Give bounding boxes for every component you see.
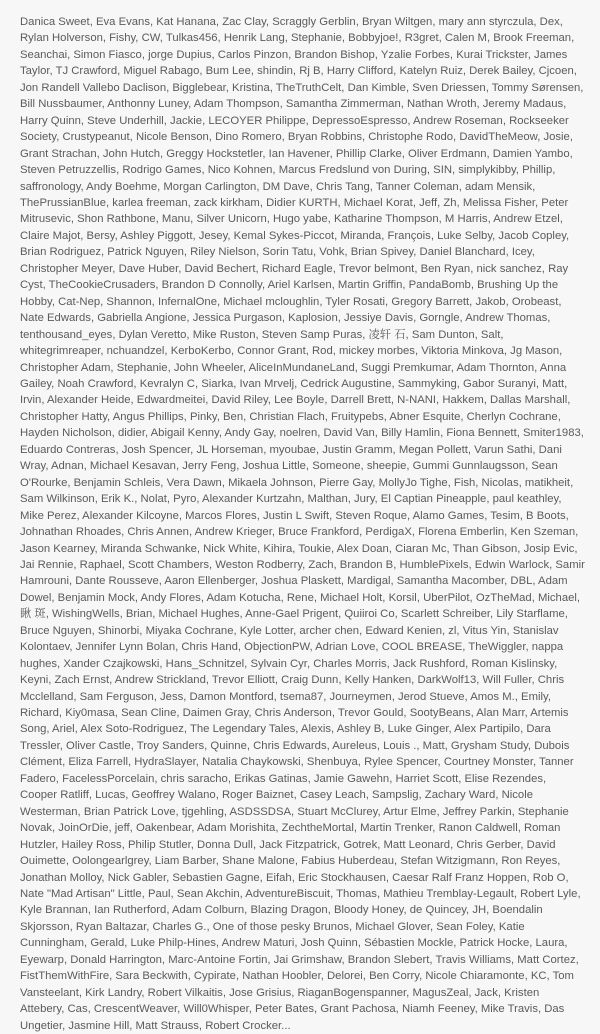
- backer-credits-text: Danica Sweet, Eva Evans, Kat Hanana, Zac Clay, Scraggly Gerblin, Bryan Wiltgen, mary ann styrczula, Dex, Rylan Holverson, Fishy, CW, Tulkas456, Henrik Lang, Stephanie, Bobbyjoe!, R3gret, Calen M, Brook Freeman, Seanchai, Simon Fiasco, jorge Dupius, Carlos Pinzon, Brandon Bishop, Yzalie Forbes, Kurai Trickster, James Taylor, TJ Crawford, Miguel Rabago, Bum Lee, shindin, Rj B, Harry Clifford, Katelyn Ruiz, Derek Bailey, Cjcoen, Jon Randell Vallebo Daclison, Bigglebear, Kristina, TheTruthCelt, Dan Kimble, Sven Driessen, Tommy Sørensen, Bill Nussbaumer, Anthonny Luney, Adam Thompson, Samantha Zimmerman, Nathan Wroth, Jeremy Madaus, Harry Quinn, Steve Underhill, Jackie, LECOYER Philippe, DepressoEspresso, Andrew Roseman, Rockseeker Society, Crustypeanut, Nicole Benson, Dino Romero, Bryan Robbins, Christophe Rodo, DavidTheMeow, Josie, Grant Strachan, John Hutch, Greggy Hockstetler, Ian Havener, Phillip Clarke, Oliver Erdmann, Damien Yambo, Steven Petruzzellis, Rodrigo Games, Nico Kohnen, Marcus Fredslund von During, SIN, simplykibby, Phillip, saffronology, Andy Boehme, Morgan Carlington, DM Dave, Chris Tang, Tanner Coleman, adam Mensik, ThePrussianBlue, karlea freeman, zack kirkham, Didier KURTH, Michael Korat, Jeff, Zh, Melissa Fisher, Peter Mitrusevic, Shon Rathbone, Manu, Silver Unicorn, Hugo yabe, Katharine Thompson, M Harris, Andrew Etzel, Claire Majot, Bersy, Ashley Piggott, Jesey, Kemal Sykes-Piccot, Miranda, François, Luke Selby, Jacob Copley, Brian Rodriguez, Patrick Nguyen, Riley Nielson, Sorin Tatu, Vohk, Brian Spivey, Daniel Blanchard, Icey, Christopher Meyer, Dave Huber, David Bechert, Richard Eagle, Trevor belmont, Ben Ryan, nick sanchez, Ray Cyst, TheCookieCrusaders, Brandon D Connolly, Ariel Karlsen, Martin Griffin, PandaBomb, Brushing Up the Hobby, Cat-Nep, Shannon, InfernalOne, Michael mcloughlin, Tyler Rosati, Gregory Barrett, Jakob, Orobeast, Nate Edwards, Gabriella Angione, Jessica Purgason, Kaplosion, Jessiye Davis, Gorngle, Andrew Thomas, tenthousand_eyes, Dylan Veretto, Mike Ruston, Steven Samp Puras, 凌轩 石, Sam Dunton, Salt, whitegrimreaper, nchuandzel, KerboKerbo, Connor Grant, Rod, mickey morbes, Viktoria Minkova, Jg Mason, Christopher Adam, Stephanie, John Wheeler, AliceInMundaneLand, Suggi Premkumar, Adam Thornton, Anna Gailey, Noah Crawford, Kevralyn C, Siarka, Ivan Mrvelj, Cedrick Augustine, Sammyking, Gabor Suranyi, Matt, Irvin, Alexander Heide, Edwardmeitei, David Riley, Lee Boyle, Darrell Brett, N-NANI, Hakkem, Dallas Marshall, Christopher Hatty, Angus Phillips, Pinky, Ben, Christian Flach, Fruitypebs, Abner Esquite, Cherlyn Cochrane, Hayden Nicholson, didier, Abigail Kenny, Andy Gay, noelren, David Van, Billy Hamlin, Fiona Bennett, Smiter1983, Eduardo Contreras, Josh Spencer, JL Horseman, myoubae, Justin Gramm, Megan Pollett, Varun Sathi, Dani Wray, Adnan, Michael Kesavan, Jerry Feng, Joshua Little, Someone, sheepie, Gummi Gunnlaugsson, Sean O'Rourke, Benjamin Schleis, Vera Dawn, Mikaela Johnson, Pierre Gay, MollyJo Tighe, Fish, Nicolas, matikheit, Sam Wilkinson, Erik K., Nolat, Pyro, Alexander Kurtzahn, Malthan, Jury, El Captian Pineapple, paul keathley, Mike Perez, Alexander Kilcoyne, Marcos Flores, Justin L Swift, Steven Roque, Alamo Games, Tesim, B Boots, Johnathan Rhoades, Chris Annen, Andrew Krieger, Bruce Frankford, PerdigaX, Florena Emberlin, Ken Szeman, Jason Kearney, Miranda Schwanke, Nick White, Kihira, Toukie, Alex Doan, Ciaran Mc, Than Gibson, Josip Evic, Jai Rennie, Raphael, Scott Chambers, Weston Rodberry, Zach, Brandon B, HumblePixels, Edwin Warlock, Samir Hamrouni, Dante Rousseve, Aaron Ellenberger, Joshua Plaskett, Mardigal, Samantha Macomber, DBL, Adam Dowel, Benjamin Mock, Andy Flores, Adam Kotucha, Rene, Michael Holt, Korsil, UberPilot, OzTheMad, Michael, 瞅 斑, WishingWells, Brian, Michael Hughes, Anne-Gael Prigent, Quiiroi Co, Scarlett Schreiber, Lily Starflame, Bruce Nguyen, Shinorbi, Miyaka Cochrane, Kyle Lotter, archer chen, Edward Kenien, zl, Vitus Yin, Stanislav Kolontaev, Jennifer Lynn Bolan, Chris Hand, ObjectionPW, Adrian Love, COOL BREASE, TheWiggler, nappa hughes, Xander Czajkowski, Hans_Schnitzel, Sylvain Cyr, Charles Morris, Jack Rushford, Roman Kislinsky, Keyni, Zach Ernst, Andrew Strickland, Trevor Elliott, Craig Dunn, Kelly Hanken, DarkWolf13, Will Fuller, Chris Mcclelland, Sam Ferguson, Jess, Damon Montford, tsema87, Journeymen, Jerod Stueve, Amos M., Emily, Richard, Kiy0masa, Sean Cline, Daimen Gray, Chris Anderson, Trevor Gould, SootyBeans, Alan Marr, Artemis Song, Ariel, Alex Soto-Rodriguez, The Legendary Tales, Alexis, Ashley B, Luke Ginger, Alex Partipilo, Dara Tressler, Oliver Castle, Troy Sanders, Quinne, Chris Edwards, Aureleus, Louis ., Matt, Grysham Study, Dubois Clément, Eliza Farrell, HydraSlayer, Natalia Chaykowski, Shenbuya, Rylee Spencer, Courtney Monster, Tanner Fadero, FacelessPorcelain, chris saracho, Erikas Gatinas, Jamie Gawehn, Harriet Scott, Elise Rezendes, Cooper Ratliff, Lucas, Geoffrey Walano, Roger Baiznet, Casey Leach, Sampslig, Zachary Ward, Nicole Westerman, Brian Patrick Love, tjgehling, ASDSSDSA, Stuart McClurey, Artur Elme, Jeffrey Parkin, Stephanie Novak, JoinOrDie, jeff, Oakenbear, Adam Morishita, ZechtheMortal, Martin Trenker, Ranon Caldwell, Roman Hutzler, Hailey Ross, Philip Stutler, Donna Dull, Jack Fitzpatrick, Gotrek, Matt Leonard, Chris Gerber, David Ouimette, Oolongearlgrey, Liam Barber, Shane Malone, Fabius Huberdeau, Stefan Witzigmann, Ron Reyes, Jonathan Molloy, Nick Gabler, Sebastien Gagne, Eifah, Eric Stockhausen, Caesar Ralf Franz Hoppen, Rob O, Nate "Mad Artisan" Little, Paul, Sean Akchin, AdventureBiscuit, Thomas, Mathieu Tremblay-Legault, Robert Lyle, Kyle Brannan, Ian Rutherford, Adam Colburn, Blazing Dragon, Bloody Honey, de Quincey, JH, Boendalin Skjorsson, Ryan Baltazar, Charles G., One of those pesky Brunos, Michael Glover, Sean Foley, Katie Cunningham, Gerald, Luke Philp-Hines, Andrew Maturi, Josh Quinn, Sébastien Mockle, Patrick Hocke, Laura, Eyewarp, Donald Harrington, Marc-Antoine Fortin, Jai Grimshaw, Brandon Slebert, Travis Williams, Matt Cortez, FistThemWithFire, Sara Beckwith, Cypirate, Nathan Hoobler, Delorei, Ben Corry, Nicole Chiaramonte, KC, Tom Vansteelant, Kirk Landry, Robert Vilkaitis, Jose Grisius, RiaganBogenspanner, MagusZeal, Jack, Kristen Attebery, Cas, CrescentWeaver, Will0Whisper, Peter Bates, Grant Pachosa, Niamh Feeney, Mike Travis, Das Ungetier, Jasmine Hill, Matt Strauss, Robert Crocker...: [20, 16, 585, 1032]
